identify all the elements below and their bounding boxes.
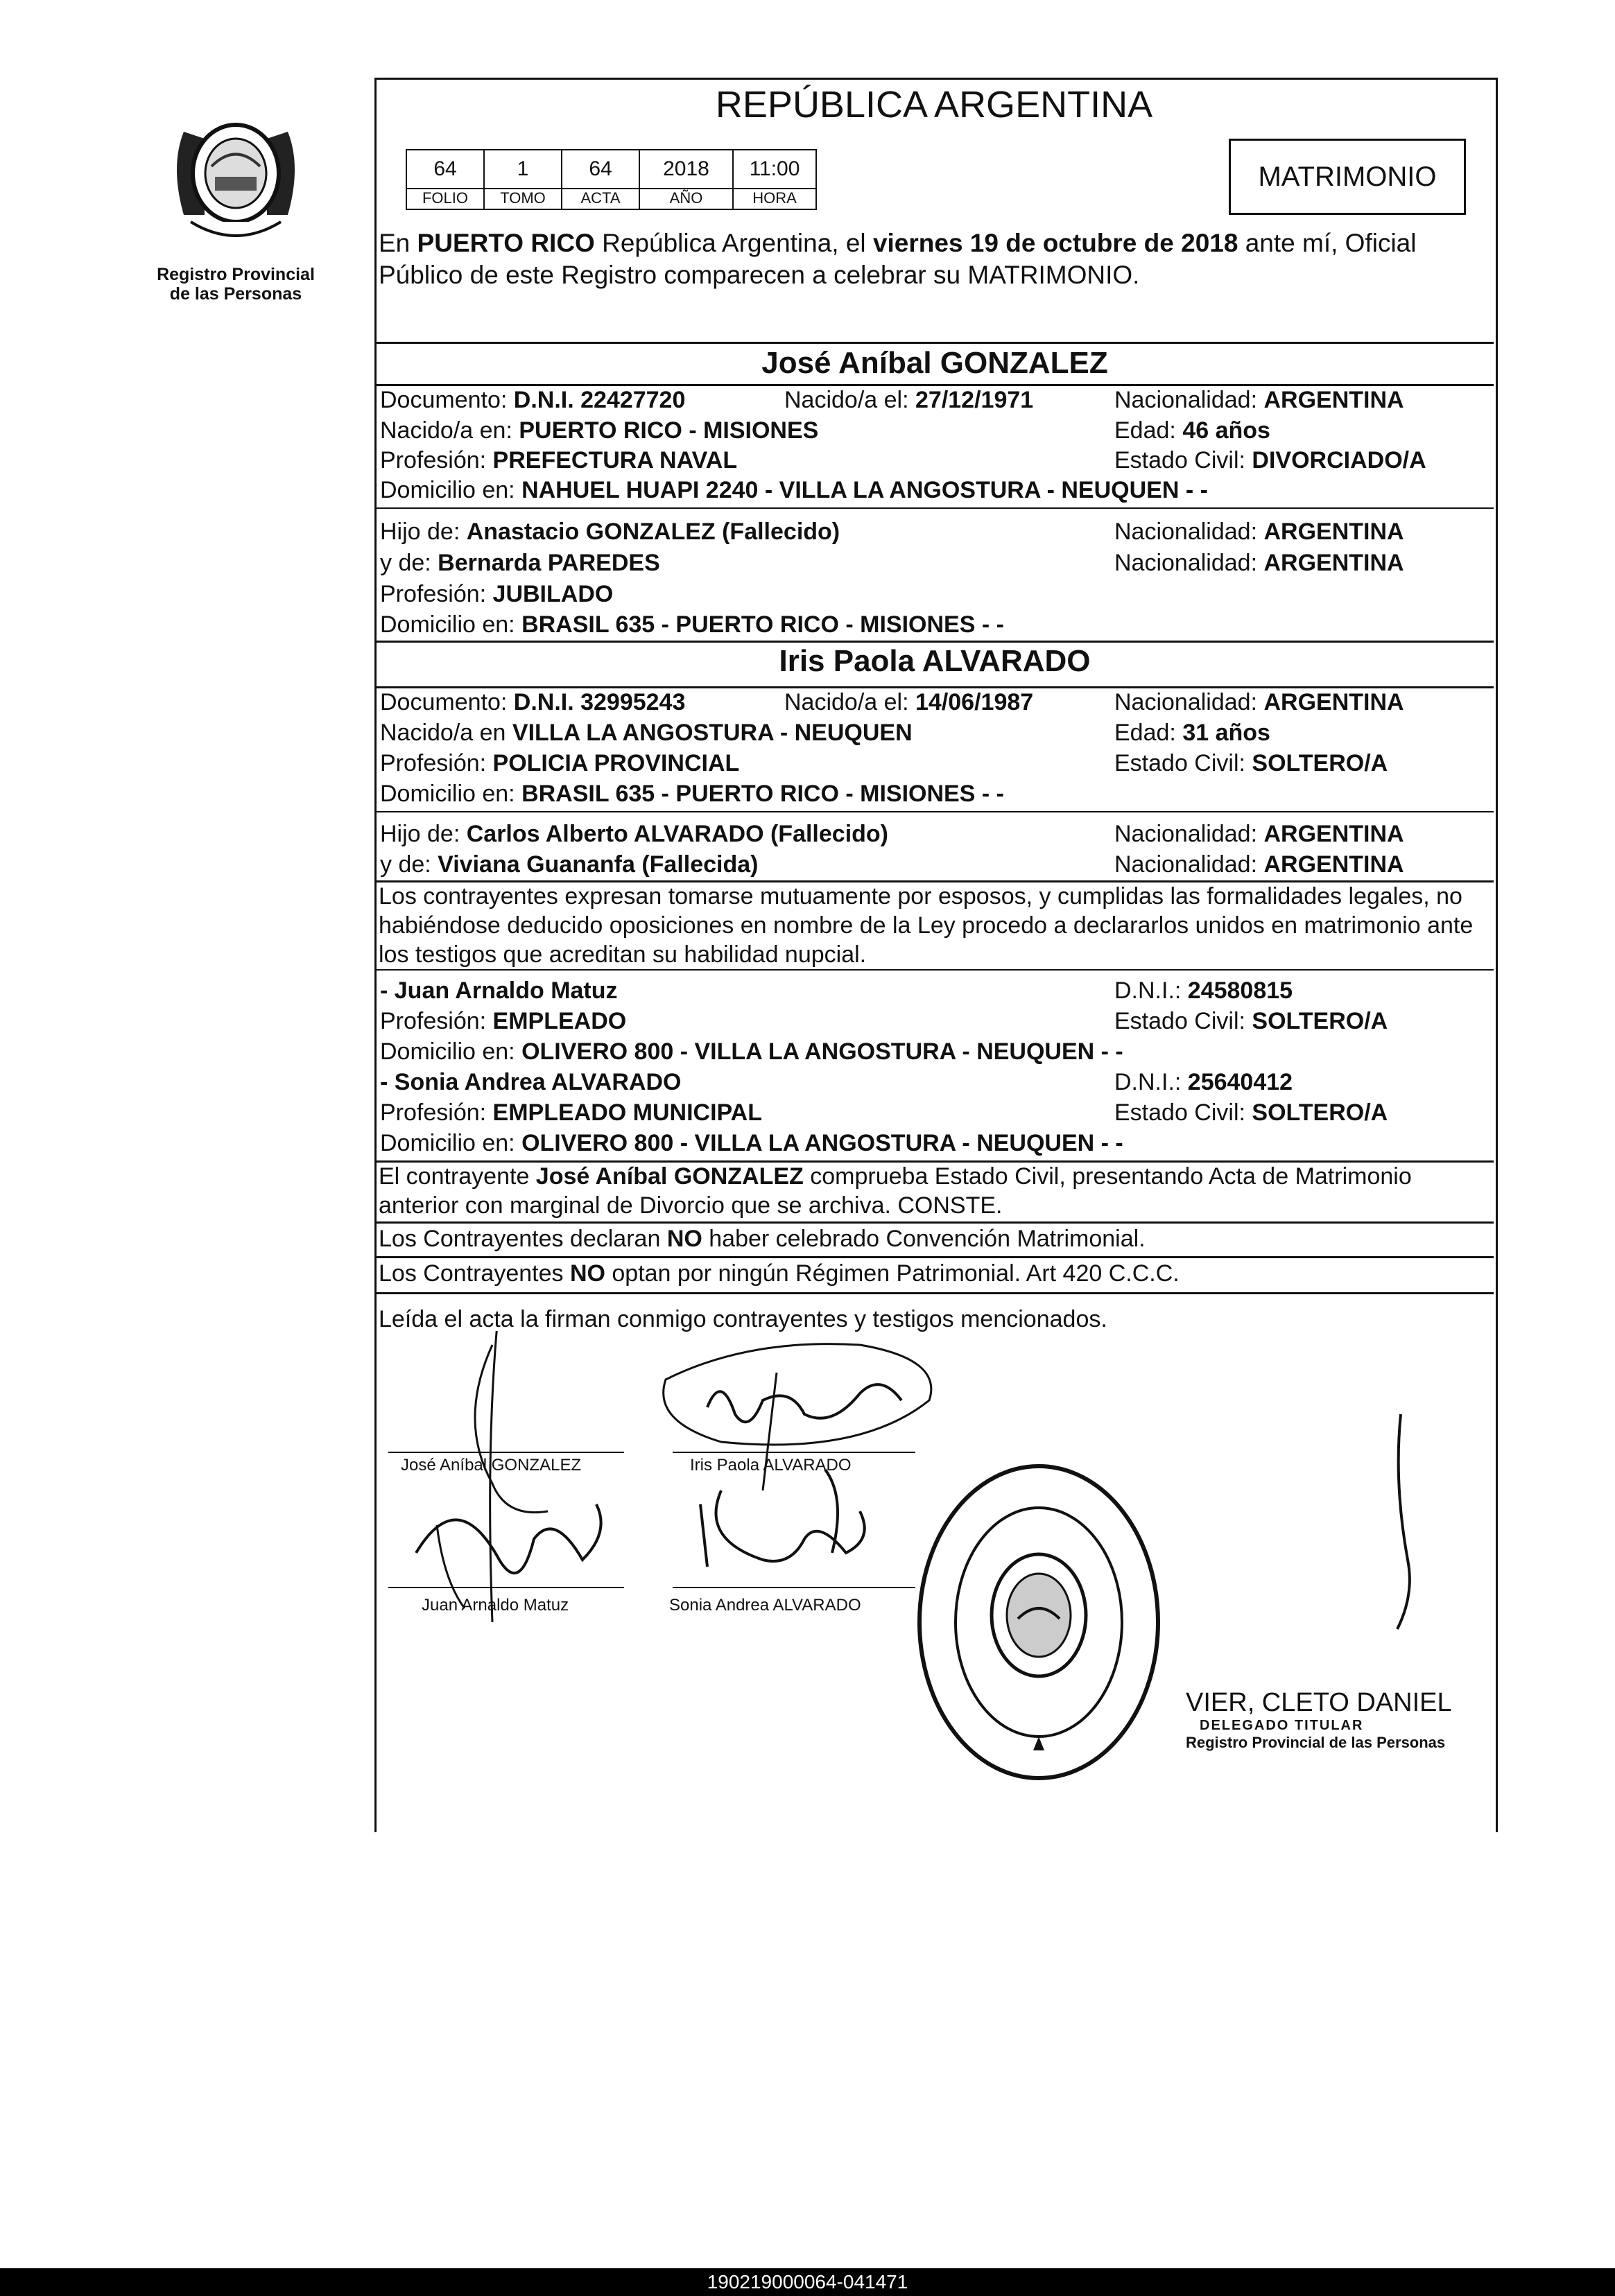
label: Edad: [1114,417,1183,444]
label: D.N.I.: [1114,1069,1188,1095]
c1-civil: DIVORCIADO/A [1252,447,1426,473]
c2-dom: BRASIL 635 - PUERTO RICO - MISIONES - - [521,781,1004,807]
sig-caption-2: Iris Paola ALVARADO [690,1456,852,1475]
c1-row-parent-dom [380,610,1492,639]
c1-row-parent-prof [380,580,1492,609]
label: Domicilio en: [380,1130,522,1156]
intro-part: República Argentina, el [594,229,873,257]
logo-caption [139,265,333,304]
label: Domicilio en: [380,477,522,503]
w2-name: - Sonia Andrea ALVARADO [380,1069,682,1095]
c1-mother-nat: ARGENTINA [1263,550,1404,576]
c1-doc: D.N.I. 22427720 [513,387,686,413]
divider [376,342,1494,344]
w2-dom: OLIVERO 800 - VILLA LA ANGOSTURA - NEUQUEN - - [521,1130,1123,1156]
label: Profesión: [380,1008,493,1034]
convention-no: NO [666,1226,702,1252]
c2-nat: ARGENTINA [1263,689,1404,715]
c2-row-dom [380,779,1492,808]
acta-value: 64 [561,149,640,189]
declaration-line: Los contrayentes expresan tomarse mutuamente por esposos, y cumplidas las formalidades legales, no [379,883,1462,910]
divider [376,1221,1494,1224]
c1-birth: 27/12/1971 [915,387,1034,413]
c2-row-born [380,718,1492,747]
declaration-line: habiéndose deducido oposiciones en nombre de la Ley procedo a declararlos unidos en matrimonio ante [379,912,1474,939]
tomo-value: 1 [483,149,562,189]
c2-row-mother [380,850,1492,879]
c2-age: 31 años [1182,720,1270,746]
label: Nacionalidad: [1114,550,1264,576]
c2-mother: Viviana Guananfa (Fallecida) [438,851,759,878]
c2-prof: POLICIA PROVINCIAL [492,750,740,776]
w1-row-prof [380,1007,1492,1036]
record-type-box [1229,139,1466,215]
logo-caption-line1: Registro Provincial [157,265,315,284]
divider [376,641,1494,643]
label: y de: [380,851,438,878]
document-title: REPÚBLICA ARGENTINA [715,84,1153,125]
c1-prof: PREFECTURA NAVAL [492,447,738,473]
label: Domicilio en: [380,611,522,638]
province-logo [156,111,316,250]
intro-text [379,227,1494,291]
w1-prof: EMPLEADO [492,1008,627,1034]
label: Profesión: [380,581,493,607]
convention-line [379,1224,1494,1253]
label: Nacionalidad: [1114,689,1264,715]
tomo-label: TOMO [483,188,562,210]
regime-part: optan por ningún Régimen Patrimonial. Art 420 C.C.C. [605,1260,1180,1287]
label: Domicilio en: [380,781,522,807]
officer-office: Registro Provincial de las Personas [1186,1734,1446,1751]
sig-caption-4: Sonia Andrea ALVARADO [669,1596,861,1615]
label: Profesión: [380,750,493,776]
c2-birth: 14/06/1987 [915,689,1034,715]
convention-part: haber celebrado Convención Matrimonial. [702,1226,1146,1252]
c2-row-prof [380,749,1492,778]
c2-father-nat: ARGENTINA [1263,821,1404,847]
label: Estado Civil: [1114,750,1252,776]
c1-age: 46 años [1182,417,1270,444]
c1-row-born [380,416,1492,445]
officer-block [1186,1688,1484,1752]
note-name: José Aníbal GONZALEZ [535,1163,804,1190]
anio-value: 2018 [639,149,734,189]
registry-stamp-icon [914,1459,1164,1785]
label: Profesión: [380,447,493,473]
label: Edad: [1114,720,1183,746]
intro-part: ante mí, Oficial [1238,229,1417,257]
label: D.N.I.: [1114,977,1188,1004]
note-line2: anterior con marginal de Divorcio que se archiva. CONSTE. [379,1192,1003,1219]
divider [376,1292,1494,1294]
acta-label: ACTA [561,188,640,210]
logo-caption-line2: de las Personas [169,284,302,304]
label: Nacido/a en: [380,417,519,444]
label: Nacionalidad: [1114,387,1264,413]
w2-row-dom [380,1129,1492,1158]
contrayente1-name: José Aníbal GONZALEZ [761,346,1108,380]
divider [376,1256,1494,1258]
w2-row-prof [380,1098,1492,1127]
label: Nacionalidad: [1114,519,1264,545]
regime-no: NO [569,1260,605,1287]
c2-row-father [380,819,1492,849]
c1-row-dom [380,476,1492,505]
c1-nat: ARGENTINA [1263,387,1404,413]
anio-label: AÑO [639,188,734,210]
label: Estado Civil: [1114,1008,1252,1034]
closing-line: Leída el acta la firman conmigo contrayentes y testigos mencionados. [379,1306,1107,1332]
record-type: MATRIMONIO [1258,162,1437,192]
c1-dom: NAHUEL HUAPI 2240 - VILLA LA ANGOSTURA - NEUQUEN - - [521,477,1208,503]
label: Nacido/a en [380,720,512,746]
c1-born-in: PUERTO RICO - MISIONES [519,417,819,444]
label: Hijo de: [380,821,467,847]
w1-dni: 24580815 [1187,977,1293,1004]
c1-father: Anastacio GONZALEZ (Fallecido) [466,519,840,545]
c2-father: Carlos Alberto ALVARADO (Fallecido) [466,821,888,847]
intro-line2: Público de este Registro comparecen a celebrar su MATRIMONIO. [379,261,1140,289]
intro-date: viernes 19 de octubre de 2018 [872,229,1238,257]
c1-row-doc [380,385,1492,415]
divider [376,811,1494,812]
c1-parent-dom: BRASIL 635 - PUERTO RICO - MISIONES - - [521,611,1004,638]
regime-line [379,1259,1494,1288]
label: Nacido/a el: [784,689,915,715]
regime-part: Los Contrayentes [379,1260,570,1287]
label: Nacido/a el: [784,387,915,413]
note-part: El contrayente [379,1163,536,1190]
official-stamp [914,1459,1164,1785]
label: Nacionalidad: [1114,821,1264,847]
w2-civil: SOLTERO/A [1252,1099,1388,1126]
sig-caption-1: José Aníbal GONZALEZ [401,1456,582,1475]
folio-value: 64 [406,149,485,189]
divorce-note [379,1162,1494,1220]
intro-city: PUERTO RICO [417,229,595,257]
officer-name: VIER, CLETO DANIEL [1186,1688,1452,1717]
c2-doc: D.N.I. 32995243 [513,689,686,715]
label: Estado Civil: [1114,1099,1252,1126]
label: Nacionalidad: [1114,851,1264,878]
label: Hijo de: [380,519,467,545]
barcode-text: 190219000064-041471 [707,2271,908,2293]
declaration-text [379,882,1494,969]
label: Documento: [380,689,514,715]
label: Documento: [380,387,514,413]
province-seal-icon [156,111,316,250]
label: Estado Civil: [1114,447,1252,473]
footer-bar [0,2268,1615,2296]
w2-row-name [380,1068,1492,1097]
declaration-line: los testigos que acreditan su habilidad nupcial. [379,941,867,968]
intro-part: En [379,229,417,257]
w1-row-name [380,976,1492,1005]
w1-dom: OLIVERO 800 - VILLA LA ANGOSTURA - NEUQUEN - - [521,1038,1123,1065]
convention-part: Los Contrayentes declaran [379,1226,667,1252]
c2-row-doc [380,688,1492,717]
sig-caption-3: Juan Arnaldo Matuz [422,1596,569,1615]
c1-mother: Bernarda PAREDES [438,550,660,576]
w2-prof: EMPLEADO MUNICIPAL [492,1099,763,1126]
c2-mother-nat: ARGENTINA [1263,851,1404,878]
c1-father-nat: ARGENTINA [1263,519,1404,545]
divider [376,507,1494,509]
c1-row-father [380,517,1492,546]
c1-parent-prof: JUBILADO [492,581,614,607]
c2-born-in: VILLA LA ANGOSTURA - NEUQUEN [512,720,913,746]
hora-label: HORA [732,188,817,210]
c1-row-mother [380,548,1492,577]
w2-dni: 25640412 [1187,1069,1293,1095]
officer-role: DELEGADO TITULAR [1200,1718,1364,1733]
w1-row-dom [380,1037,1492,1066]
c1-row-prof [380,446,1492,475]
label: y de: [380,550,438,576]
label: Domicilio en: [380,1038,522,1065]
c2-civil: SOLTERO/A [1252,750,1388,776]
folio-label: FOLIO [406,188,485,210]
label: Profesión: [380,1099,493,1126]
note-part: comprueba Estado Civil, presentando Acta de Matrimonio [803,1163,1412,1190]
divider [376,969,1494,971]
contrayente2-name: Iris Paola ALVARADO [779,644,1091,678]
w1-civil: SOLTERO/A [1252,1008,1388,1034]
hora-value: 11:00 [732,149,817,189]
w1-name: - Juan Arnaldo Matuz [380,977,618,1004]
